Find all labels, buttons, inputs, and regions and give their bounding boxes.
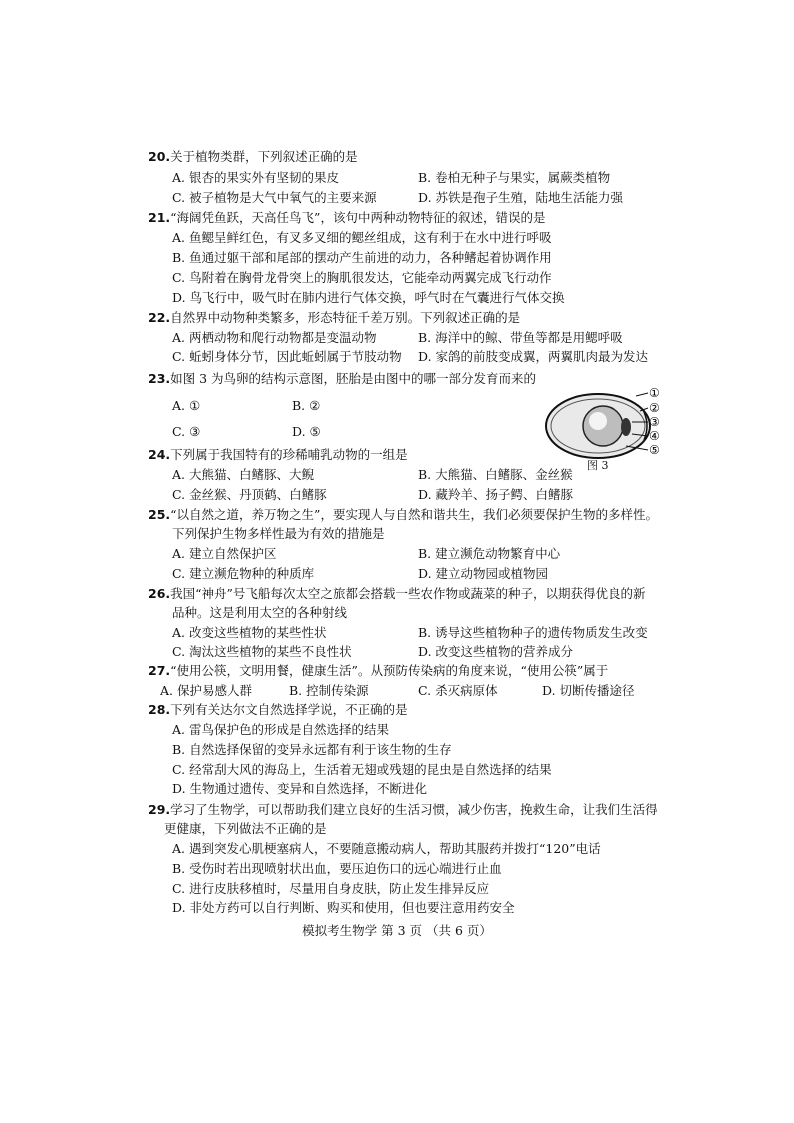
q25-option-d: D. 建立动物园或植物园 <box>418 566 549 581</box>
q23-option-c: C. ③ <box>172 424 201 439</box>
q27-option-d: D. 切断传播途径 <box>542 683 635 698</box>
q22-option-b: B. 海洋中的鲸、带鱼等都是用鳃呼吸 <box>418 330 623 345</box>
q22-option-a: A. 两栖动物和爬行动物都是变温动物 <box>172 330 377 345</box>
question-28-stem: 28.下列有关达尔文自然选择学说，不正确的是 <box>148 702 408 717</box>
q21-option-d: D. 鸟飞行中，吸气时在肺内进行气体交换，呼气时在气囊进行气体交换 <box>172 290 565 305</box>
q23-option-b: B. ② <box>292 398 321 413</box>
pointer-1 <box>636 393 648 396</box>
question-29-stem: 29.学习了生物学，可以帮助我们建立良好的生活习惯，减少伤害，挽救生命，让我们生活得 <box>148 802 658 817</box>
question-22-stem: 22.自然界中动物种类繁多，形态特征千差万别。下列叙述正确的是 <box>148 310 521 325</box>
q23-option-d: D. ⑤ <box>292 424 321 439</box>
marker-4: ④ <box>649 429 660 443</box>
q25-option-a: A. 建立自然保护区 <box>172 546 277 561</box>
question-26-stem: 26.我国“神舟”号飞船每次太空之旅都会搭载一些农作物或蔬菜的种子，以期获得优良的新 <box>148 586 646 601</box>
q23-option-a: A. ① <box>172 398 201 413</box>
q29-option-d: D. 非处方药可以自行判断、购买和使用，但也要注意用药安全 <box>172 900 515 915</box>
q20-option-d: D. 苏铁是孢子生殖，陆地生活能力强 <box>418 190 624 205</box>
q24-option-d: D. 藏羚羊、扬子鳄、白鳍豚 <box>418 487 574 502</box>
question-23-stem: 23.如图 3 为鸟卵的结构示意图，胚胎是由图中的哪一部分发育而来的 <box>148 371 537 386</box>
q27-option-c: C. 杀灭病原体 <box>418 683 498 698</box>
question-29-stem-cont: 更健康，下列做法不正确的是 <box>164 821 327 836</box>
marker-3: ③ <box>649 415 660 429</box>
q26-option-c: C. 淘汰这些植物的某些不良性状 <box>172 644 352 659</box>
q20-option-c: C. 被子植物是大气中氧气的主要来源 <box>172 190 377 205</box>
q28-option-b: B. 自然选择保留的变异永远都有利于该生物的生存 <box>172 742 452 757</box>
q21-option-a: A. 鱼鳃呈鲜红色，有叉多叉细的鳃丝组成，这有利于在水中进行呼吸 <box>172 230 552 245</box>
q24-option-b: B. 大熊猫、白鳍豚、金丝猴 <box>418 467 573 482</box>
marker-1: ① <box>649 386 660 400</box>
q29-option-b: B. 受伤时若出现喷射状出血，要压迫伤口的远心端进行止血 <box>172 861 502 876</box>
q24-option-c: C. 金丝猴、丹顶鹤、白鳍豚 <box>172 487 327 502</box>
q26-option-a: A. 改变这些植物的某些性状 <box>172 625 327 640</box>
question-26-stem-cont: 品种。这是利用太空的各种射线 <box>172 605 348 620</box>
q29-option-a: A. 遇到突发心肌梗塞病人，不要随意搬动病人，帮助其服药并拨打“120”电话 <box>172 841 601 856</box>
question-27-stem: 27.“使用公筷，文明用餐，健康生活”。从预防传染病的角度来说，“使用公筷”属于 <box>148 663 609 678</box>
marker-5: ⑤ <box>649 443 660 457</box>
q20-option-b: B. 卷柏无种子与果实，属蕨类植物 <box>418 170 611 185</box>
q21-option-c: C. 鸟附着在胸骨龙骨突上的胸肌很发达，它能牵动两翼完成飞行动作 <box>172 270 552 285</box>
q21-option-b: B. 鱼通过躯干部和尾部的摆动产生前进的动力，各种鳍起着协调作用 <box>172 250 552 265</box>
q28-option-a: A. 雷鸟保护色的形成是自然选择的结果 <box>172 722 389 737</box>
q26-option-b: B. 诱导这些植物种子的遗传物质发生改变 <box>418 625 648 640</box>
q27-option-b: B. 控制传染源 <box>289 683 369 698</box>
q29-option-c: C. 进行皮肤移植时，尽量用自身皮肤，防止发生排异反应 <box>172 881 490 896</box>
question-24-stem: 24.下列属于我国特有的珍稀哺乳动物的一组是 <box>148 447 408 462</box>
question-25-stem: 25.“以自然之道，养万物之生”，要实现人与自然和谐共生，我们必须要保护生物的多样性。 <box>148 507 658 522</box>
figure-label: 图 3 <box>587 459 609 472</box>
q27-option-a: A. 保护易感人群 <box>160 683 252 698</box>
q22-option-c: C. 蚯蚓身体分节，因此蚯蚓属于节肢动物 <box>172 349 402 364</box>
germinal-disc <box>621 418 631 436</box>
q25-option-b: B. 建立濒危动物繁育中心 <box>418 546 561 561</box>
q26-option-d: D. 改变这些植物的营养成分 <box>418 644 574 659</box>
question-25-stem-cont: 下列保护生物多样性最为有效的措施是 <box>172 526 385 541</box>
q22-option-d: D. 家鸽的前肢变成翼，两翼肌肉最为发达 <box>418 349 649 364</box>
marker-2: ② <box>649 401 660 415</box>
yolk-highlight <box>589 412 607 430</box>
q25-option-c: C. 建立濒危物种的种质库 <box>172 566 315 581</box>
q28-option-d: D. 生物通过遗传、变异和自然选择，不断进化 <box>172 781 428 796</box>
q20-option-a: A. 银杏的果实外有坚韧的果皮 <box>172 170 339 185</box>
q28-option-c: C. 经常刮大风的海岛上，生活着无翅或残翅的昆虫是自然选择的结果 <box>172 762 552 777</box>
page-footer: 模拟考生物学 第 3 页 （共 6 页） <box>302 923 492 938</box>
question-21-stem: 21.“海阔凭鱼跃，天高任鸟飞”，该句中两种动物特征的叙述，错误的是 <box>148 210 546 225</box>
q24-option-a: A. 大熊猫、白鳍豚、大鲵 <box>172 467 314 482</box>
question-20-stem: 20.关于植物类群，下列叙述正确的是 <box>148 149 358 164</box>
